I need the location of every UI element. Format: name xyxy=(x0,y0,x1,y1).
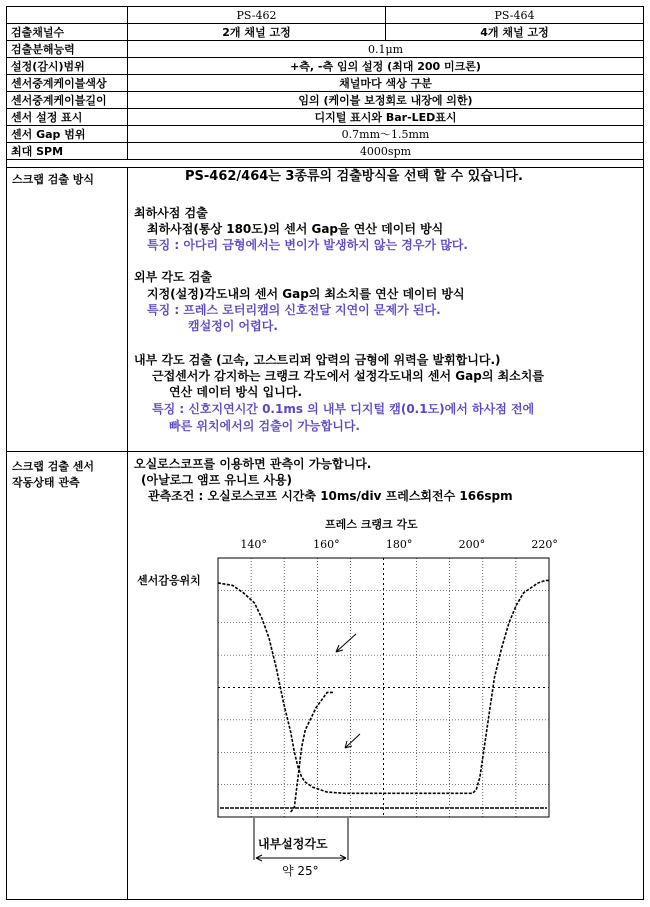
row-label-channels: 검출채널수 xyxy=(7,24,128,41)
row-label-range: 설정(감시)범위 xyxy=(7,58,128,75)
gap-value: 0.7mm～1.5mm xyxy=(128,126,644,143)
cable-length-value: 임의 (케이블 보정회로 내장에 의한) xyxy=(128,92,644,109)
cable-color-value: 채널마다 색상 구분 xyxy=(128,75,644,92)
x-tick-label: 200° xyxy=(458,538,486,551)
series-line-2 xyxy=(291,692,335,812)
method2-note2: 캠설정이 어렵다. xyxy=(188,319,278,333)
method3-desc2: 연산 데이터 방식 입니다. xyxy=(169,385,303,399)
row-label-display: 센서 설정 표시 xyxy=(7,109,128,126)
method2-title: 외부 각도 검출 xyxy=(134,270,212,284)
method3-title: 내부 각도 검출 (고속, 고스트리퍼 압력의 금형에 위력을 발휘합니다.) xyxy=(134,353,501,367)
chart-ylabel: 센서감응위치 xyxy=(137,574,201,587)
row-label-spm: 최대 SPM xyxy=(7,143,128,160)
method3-note1: 특징 : 신호지연시간 0.1ms 의 내부 디지털 캠(0.1도)에서 하사점 전에 xyxy=(152,402,535,416)
pointer-arrow-upper xyxy=(336,634,356,652)
method-label: 스크랩 검출 방식 xyxy=(12,173,95,186)
pointer-arrow-lower xyxy=(345,734,360,748)
chart-annotation-sub: 약 25° xyxy=(282,864,319,878)
row-label-resolution: 검출분해능력 xyxy=(7,41,128,58)
model-ps462: PS-462 xyxy=(128,7,386,24)
method3-desc1: 근접센서가 감지하는 크랭크 각도에서 설정각도내의 센서 Gap의 최소치를 xyxy=(152,369,544,383)
method2-note1: 특징 : 프레스 로터리캠의 신호전달 지연이 문제가 된다. xyxy=(147,303,441,317)
chart-title: 프레스 크랭크 각도 xyxy=(325,518,418,531)
scope-line2: (아날로그 앰프 유니트 사용) xyxy=(141,473,293,487)
row-label-cable-length: 센서중계케이블길이 xyxy=(7,92,128,109)
method-intro: PS-462/464는 3종류의 검출방식을 선택 할 수 있습니다. xyxy=(185,169,523,184)
range-value: +측, -측 임의 설정 (최대 200 미크론) xyxy=(128,58,644,75)
method1-note: 특징 : 아다리 금형에서는 변이가 발생하지 않는 경우가 많다. xyxy=(147,238,468,252)
method1-desc: 최하사점(통상 180도)의 센서 Gap을 연산 데이터 방식 xyxy=(147,222,444,236)
resolution-value: 0.1μm xyxy=(128,41,644,58)
chart-annotation: 내부설정각도 xyxy=(258,837,328,851)
row-label-gap: 센서 Gap 범위 xyxy=(7,126,128,143)
x-tick-label: 220° xyxy=(531,538,558,551)
method2-desc: 지정(설정)각도내의 센서 Gap의 최소치를 연산 데이터 방식 xyxy=(147,287,465,301)
row-label-cable-color: 센서중계케이블색상 xyxy=(7,75,128,92)
scope-label-line1: 스크랩 검출 센서 xyxy=(12,460,95,473)
spm-value: 4000spm xyxy=(128,143,644,160)
x-tick-label: 160° xyxy=(313,538,340,551)
scope-line1: 오실로스코프를 이용하면 관측이 가능합니다. xyxy=(134,457,372,471)
method1-title: 최하사점 검출 xyxy=(134,206,208,220)
channels-ps462: 2개 채널 고정 xyxy=(128,24,386,41)
scope-line3: 관측조건 : 오실로스코프 시간축 10ms/div 프레스회전수 166spm xyxy=(148,489,513,503)
display-value: 디지털 표시와 Bar-LED표시 xyxy=(128,109,644,126)
model-ps464: PS-464 xyxy=(386,7,644,24)
series-line-1 xyxy=(218,580,549,793)
x-tick-label: 140° xyxy=(240,538,267,551)
method3-note2: 빠른 위치에서의 검출이 가능합니다. xyxy=(169,419,360,433)
channels-ps464: 4개 채널 고정 xyxy=(386,24,644,41)
x-tick-label: 180° xyxy=(385,538,413,551)
scope-label-line2: 작동상태 관측 xyxy=(12,476,80,489)
